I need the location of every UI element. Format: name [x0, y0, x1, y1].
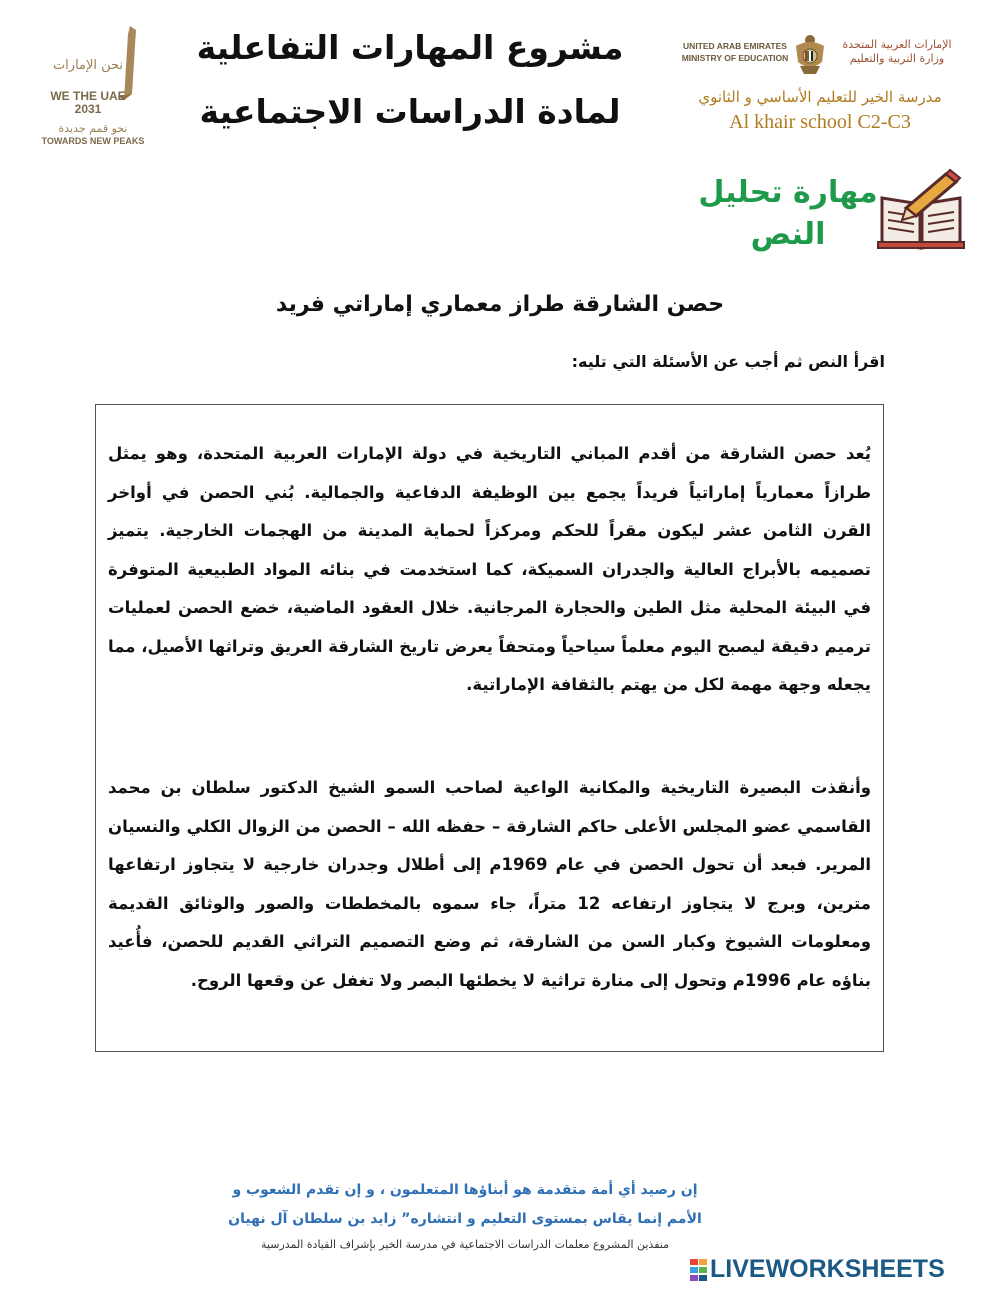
school-name-arabic: مدرسة الخير للتعليم الأساسي و الثانوي — [698, 88, 942, 106]
ministry-english — [680, 40, 790, 64]
passage-box — [95, 404, 884, 1052]
logo-slogan-english: TOWARDS NEW PEAKS — [41, 136, 145, 146]
liveworksheets-logo-icon — [690, 1259, 708, 1281]
ministry-en-line-1: UNITED ARAB EMIRATES — [683, 41, 787, 51]
ministry-ar-line-2: وزارة التربية والتعليم — [849, 52, 945, 65]
liveworksheets-brand[interactable] — [690, 1255, 990, 1285]
skill-heading — [688, 172, 888, 256]
ministry-en-line-2: MINISTRY OF EDUCATION — [681, 53, 789, 63]
ministry-ar-line-1: الإمارات العربية المتحدة — [842, 38, 952, 51]
passage-title: حصن الشارقة طراز معماري إماراتي فريد — [275, 292, 725, 317]
logo-arabic-line: نحن الإمارات — [52, 58, 124, 73]
logo-we-the-uae: WE THE UAE — [50, 89, 126, 103]
book-pencil-icon — [876, 168, 966, 252]
we-the-uae-logo — [38, 22, 158, 147]
passage-paragraph-2: وأنقذت البصيرة التاريخية والمكانية الواعية لصاحب السمو الشيخ الدكتور سلطان بن محمد القاسمي عضو المجلس الأعلى حاكم الشارقة – حفظه الله – الحصن من الزوال الكلي والنسيان المرير. فبعد أن تحول الحصن في عام 1969م إلى أطلال وجدران خارجية لا يتجاوز ارتفاعها مترين، وبرج لا يتجاوز ارتفاعه 12 متراً، جاء سموه بالمخططات والصور والوثائق القديمة ومعلومات الشيوخ وكبار السن من الشارقة، ثم وضع التصميم التراثي القديم للحصن، فأُعيد بناؤه عام 1996م وتحول إلى منارة تراثية لا يخطئها البصر ولا تغفل عن وقعها الروح. — [108, 778, 871, 990]
page-title-line-1: مشروع المهارات التفاعلية — [196, 28, 624, 67]
ministry-arabic — [832, 38, 962, 66]
school-name-english: Al khair school C2-C3 — [729, 111, 911, 133]
footer-quote-line-1: إن رصيد أي أمة متقدمة هو أبناؤها المتعلمون ، و إن تقدم الشعوب و — [232, 1182, 698, 1198]
logo-slogan-arabic: نحو قمم جديدة — [58, 122, 128, 135]
footer-quote-line-2: الأمم إنما يقاس بمستوى التعليم و انتشاره” زايد بن سلطان آل نهيان — [228, 1211, 702, 1227]
project-credit: منفذين المشروع معلمات الدراسات الاجتماعية في مدرسة الخير بإشراف القيادة المدرسية — [261, 1238, 669, 1251]
liveworksheets-wordmark: LIVEWORKSHEETS — [710, 1255, 945, 1283]
uae-emblem-icon — [792, 32, 828, 78]
logo-year: 2031 — [74, 102, 102, 116]
page-title-line-2: لمادة الدراسات الاجتماعية — [199, 92, 621, 131]
logo-english-line — [38, 90, 138, 116]
passage-paragraph-1: يُعد حصن الشارقة من أقدم المباني التاريخية في دولة الإمارات العربية المتحدة، وهو يمثل طرازاً معمارياً إماراتياً فريداً يجمع بين الوظيفة الدفاعية والجمالية. بُني الحصن في أواخر القرن الثامن عشر ليكون مقراً للحكم ومركزاً لحماية المدينة من الهجمات الخارجية. يتميز تصميمه بالأبراج العالية والجدران السميكة، كما استخدمت في بنائه المواد الطبيعية المتوفرة في البيئة المحلية مثل الطين والحجارة المرجانية. خلال العقود الماضية، خضع الحصن لعمليات ترميم دقيقة ليصبح اليوم معلماً سياحياً ومتحفاً يعرض تاريخ الشارقة العريق وتراثها الأصيل، مما يجعله وجهة مهمة لكل من يهتم بالثقافة الإماراتية. — [108, 444, 871, 694]
instruction-text: اقرأ النص ثم أجب عن الأسئلة التي تليه: — [571, 352, 885, 371]
skill-heading-line-2: النص — [750, 217, 826, 252]
skill-heading-line-1: مهارة تحليل — [698, 175, 878, 210]
